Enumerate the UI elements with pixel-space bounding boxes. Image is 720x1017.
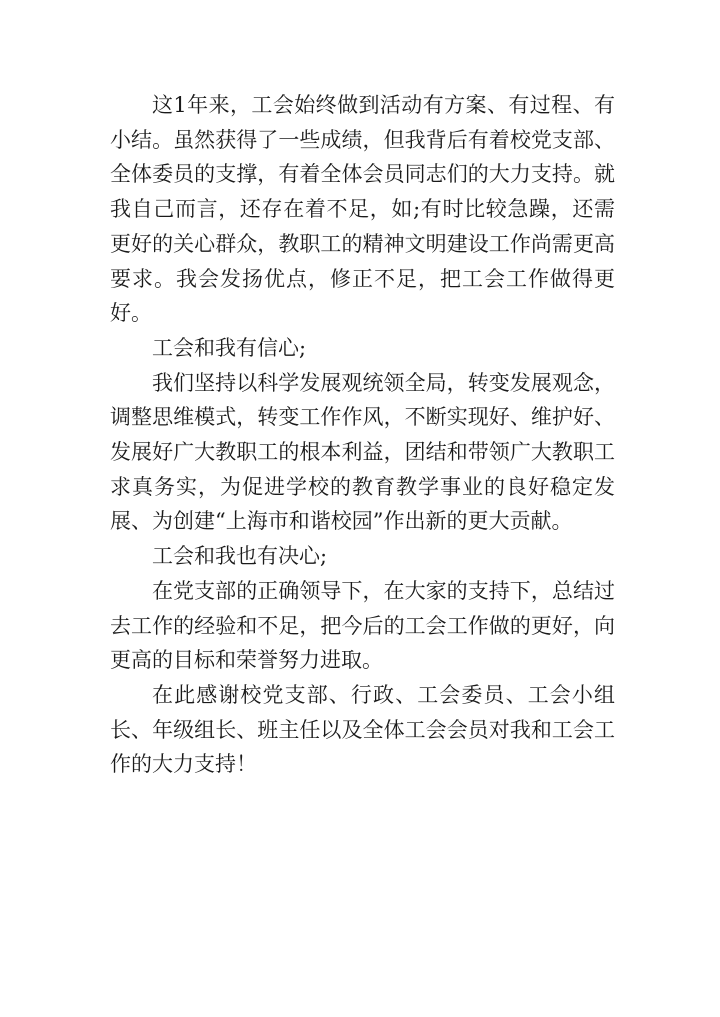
paragraph-determination: 工会和我也有决心; bbox=[152, 544, 328, 569]
paragraph-confidence: 工会和我有信心; bbox=[152, 335, 307, 360]
paragraph-summary: 这1年来，工会始终做到活动有方案、有过程、有小结。虽然获得了一些成绩，但我背后有着校党支部、全体委员的支撑，有着全体会员同志们的大力支持。就我自己而言，还存在着不足，如;有时比较急躁，还需更好的关心群众，教职工的精神文明建设工作尚需更高要求。我会发扬优点，修正不足，把工会工作做得更好。 bbox=[110, 93, 615, 326]
paragraph-development: 我们坚持以科学发展观统领全局，转变发展观念，调整思维模式，转变工作作风，不断实现好、维护好、发展好广大教职工的根本利益，团结和带领广大教职工求真务实，为促进学校的教育教学事业的良好稳定发展、为创建“上海市和谐校园”作出新的更大贡献。 bbox=[110, 370, 615, 534]
document-body bbox=[110, 88, 615, 782]
paragraph-future-work: 在党支部的正确领导下，在大家的支持下，总结过去工作的经验和不足，把今后的工会工作做的更好，向更高的目标和荣誉努力进取。 bbox=[110, 578, 615, 673]
paragraph-thanks: 在此感谢校党支部、行政、工会委员、工会小组长、年级组长、班主任以及全体工会会员对我和工会工作的大力支持！ bbox=[110, 682, 615, 777]
